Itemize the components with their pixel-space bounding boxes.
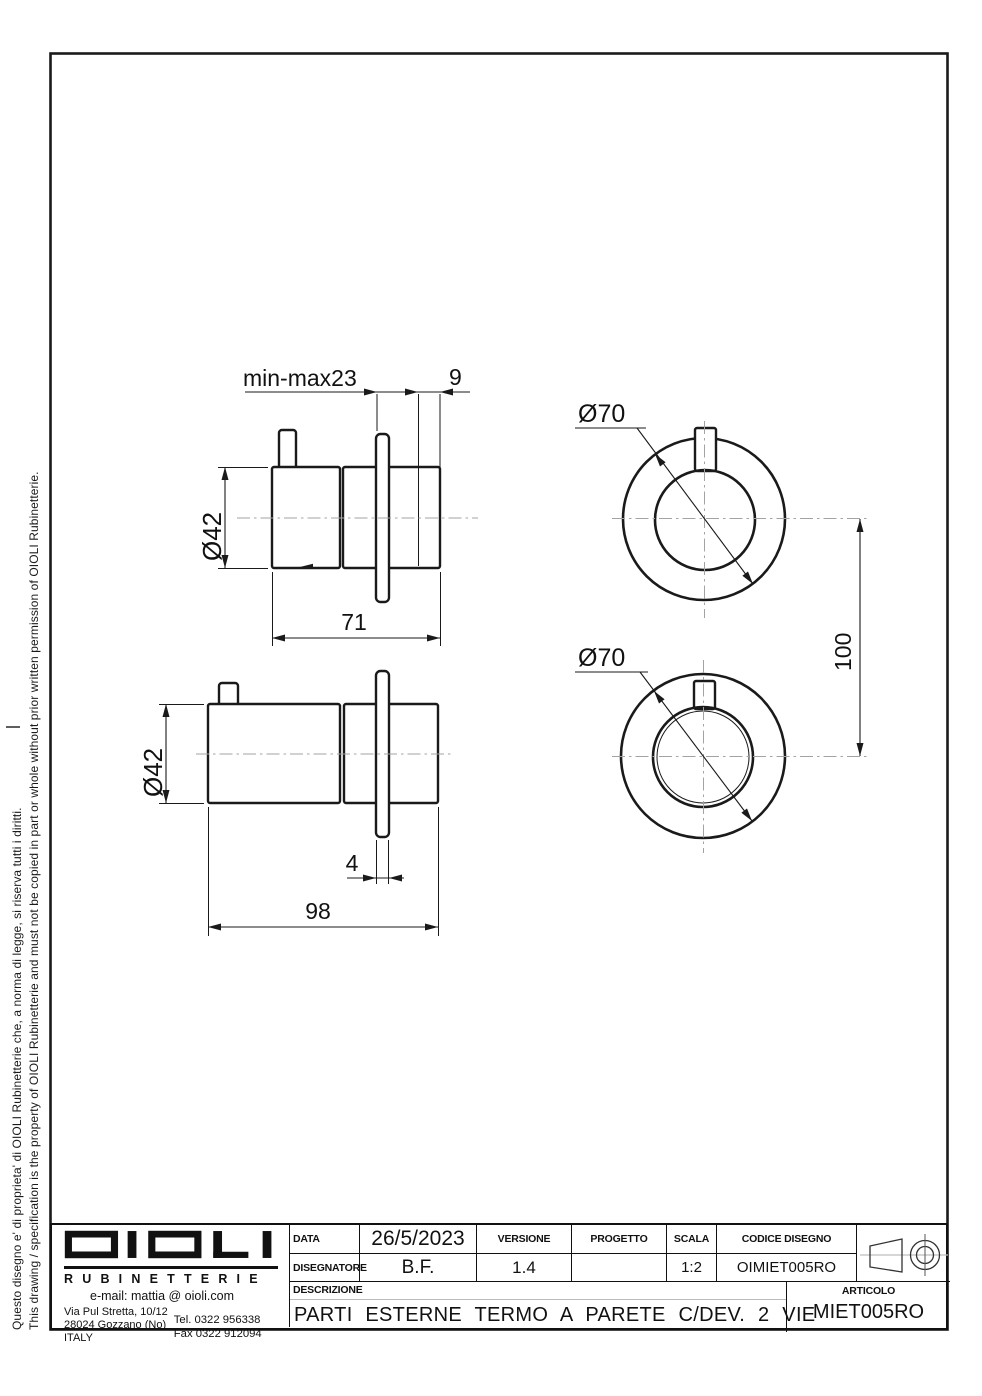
- dim-min-max23: min-max23: [243, 365, 357, 391]
- dim-71: 71: [341, 609, 367, 635]
- disegnatore-value: B.F.: [401, 1256, 435, 1278]
- descrizione-cell: [290, 1282, 816, 1332]
- progetto-value-cell: [572, 1254, 667, 1282]
- dimension-diameter-42: [197, 467, 268, 569]
- versione-label-cell: [477, 1225, 572, 1254]
- scala-value-cell: [667, 1254, 717, 1282]
- descrizione-rule: [290, 1299, 786, 1300]
- oioli-logo: [64, 1230, 278, 1259]
- title-block: [50, 1223, 948, 1344]
- side-view-top: [197, 364, 478, 646]
- dim-98: 98: [305, 898, 331, 924]
- descrizione-value: PARTI ESTERNE TERMO A PARETE C/DEV. 2 VIE: [294, 1304, 816, 1326]
- disegnatore-value-cell: [360, 1254, 477, 1282]
- articolo-label: ARTICOLO: [841, 1285, 896, 1297]
- codice-label-cell: [717, 1225, 857, 1254]
- dimension-minmax-9: [243, 364, 470, 396]
- address-line-3: ITALY: [64, 1331, 93, 1344]
- dimension-98: [208, 807, 439, 936]
- tel-line: Tel. 0322 956338: [173, 1314, 261, 1326]
- disegnatore-label-cell: [290, 1254, 367, 1282]
- articolo-value: MIET005RO: [812, 1301, 925, 1323]
- front-view-top: [575, 400, 868, 618]
- side-view-bottom: [138, 671, 452, 936]
- dim-9: 9: [449, 364, 462, 390]
- dimension-71: [272, 572, 441, 646]
- articolo-cell: [787, 1282, 950, 1332]
- versione-value: 1.4: [512, 1257, 536, 1277]
- dim-diameter-70: Ø70: [578, 644, 626, 672]
- data-label: DATA: [293, 1233, 320, 1245]
- dim-diameter-70: Ø70: [578, 400, 626, 428]
- projection-symbol-cell: [857, 1225, 950, 1282]
- dim-100: 100: [830, 632, 856, 671]
- scala-value: 1:2: [681, 1259, 702, 1276]
- company-phone: [174, 1306, 262, 1345]
- versione-value-cell: [477, 1254, 572, 1282]
- data-value: 26/5/2023: [371, 1227, 465, 1250]
- scala-label-cell: [667, 1225, 717, 1254]
- lever-tab: [694, 681, 715, 709]
- first-angle-projection-icon: [859, 1226, 949, 1281]
- copyright-notice-italian: Questo disegno e' di proprieta' di OIOLI Rubinetterie che, a norma di legge, si riserva tutti i diritti.: [10, 807, 24, 1330]
- address-line-2: 28024 Gozzano (No): [64, 1318, 167, 1331]
- dim-diameter-42: Ø42: [138, 747, 168, 797]
- descrizione-label: DESCRIZIONE: [293, 1284, 363, 1296]
- handle-body: [272, 467, 340, 568]
- dim-4: 4: [345, 850, 359, 876]
- company-panel: [52, 1225, 290, 1344]
- lever-tab: [695, 428, 716, 471]
- codice-disegno-value: OIMIET005RO: [736, 1259, 837, 1276]
- progetto-label-cell: [572, 1225, 667, 1254]
- versione-label: VERSIONE: [497, 1233, 551, 1245]
- codice-value-cell: [717, 1254, 857, 1282]
- fax-line: Fax 0322 912094: [173, 1328, 262, 1341]
- dimension-100: [830, 519, 864, 756]
- front-view-bottom: [575, 644, 868, 853]
- scala-label: SCALA: [673, 1233, 710, 1245]
- progetto-label: PROGETTO: [590, 1233, 648, 1245]
- company-name: RUBINETTERIE: [64, 1272, 267, 1286]
- company-email: e-mail: mattia @ oioli.com: [90, 1289, 234, 1303]
- lever: [279, 430, 296, 472]
- drawing-frame: [6, 54, 948, 1330]
- data-value-cell: [360, 1225, 477, 1254]
- dim-diameter-42: Ø42: [197, 511, 227, 561]
- logo-rule: [64, 1266, 278, 1269]
- address-line-1: Via Pul Stretta, 10/12: [64, 1306, 168, 1318]
- dimension-4: [346, 840, 404, 884]
- data-label-cell: [290, 1225, 360, 1254]
- copyright-notice-english: This drawing / specification is the property of OIOLI Rubinetterie and must not be copied in part or whole without prior written permission of OIOLI Rubinetterie.: [27, 471, 41, 1330]
- company-address: [64, 1306, 168, 1345]
- disegnatore-label: DISEGNATORE: [293, 1261, 367, 1274]
- codice-disegno-label: CODICE DISEGNO: [741, 1233, 832, 1245]
- dimension-diameter-42: [138, 704, 204, 804]
